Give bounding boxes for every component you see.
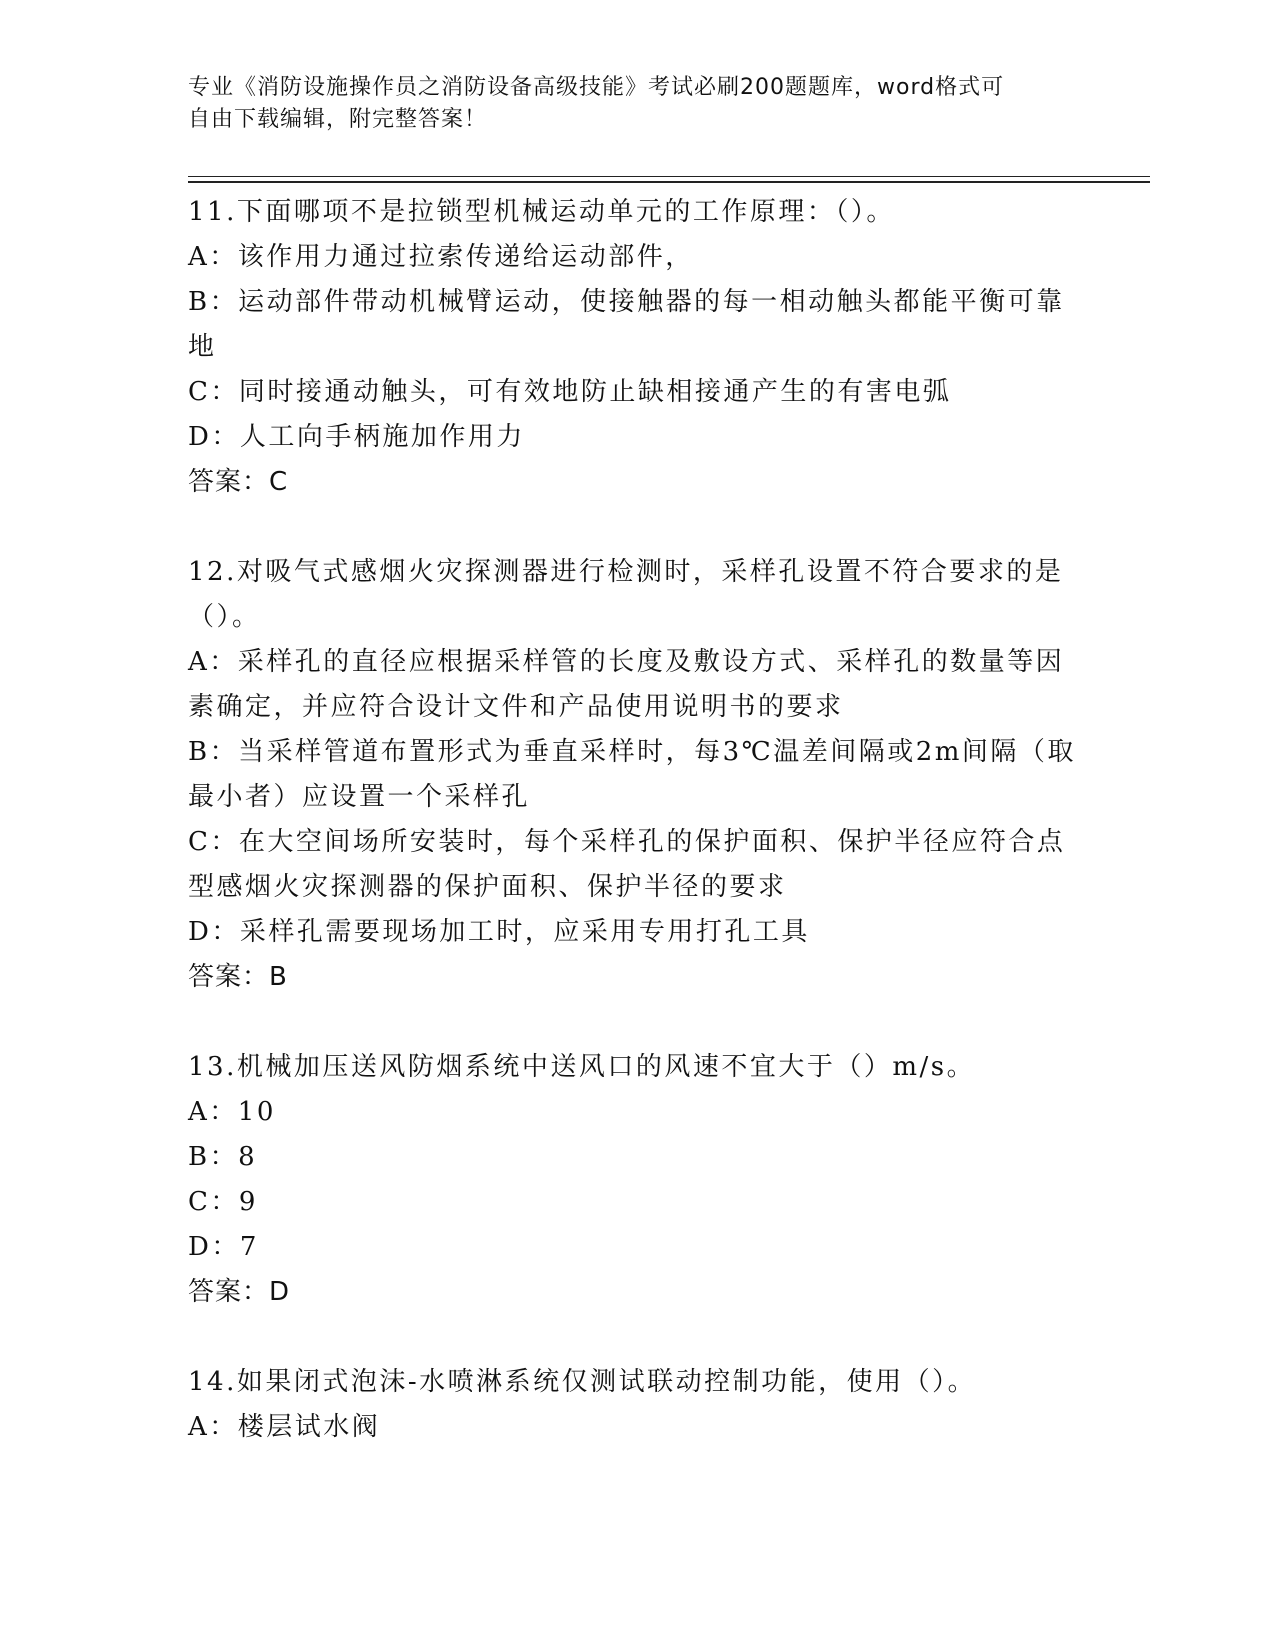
question-stem-continued: （）。: [188, 602, 261, 632]
option-a-continued: 素确定，并应符合设计文件和产品使用说明书的要求: [188, 692, 844, 722]
header-line-2: 自由下载编辑，附完整答案！: [188, 107, 488, 132]
option-b: B：当采样管道布置形式为垂直采样时，每3℃温差间隔或2m间隔（取: [188, 737, 1076, 767]
question-14: [188, 1360, 1088, 1450]
header-divider-thick: [188, 181, 1150, 183]
header-divider-thin: [188, 176, 1150, 177]
question-list: [188, 190, 1088, 1450]
spacer: [188, 1315, 1088, 1360]
option-a: A：该作用力通过拉索传递给运动部件，: [188, 242, 694, 272]
option-b-continued: 地: [188, 332, 217, 362]
question-stem: 13.机械加压送风防烟系统中送风口的风速不宜大于（）m/s。: [188, 1052, 976, 1082]
option-a: A：楼层试水阀: [188, 1412, 381, 1442]
option-d: D：采样孔需要现场加工时，应采用专用打孔工具: [188, 917, 810, 947]
option-b-continued: 最小者）应设置一个采样孔: [188, 782, 531, 812]
option-b: B：运动部件带动机械臂运动，使接触器的每一相动触头都能平衡可靠: [188, 287, 1065, 317]
question-11: [188, 190, 1088, 505]
option-d: D：人工向手柄施加作用力: [188, 422, 525, 452]
spacer: [188, 505, 1088, 550]
option-c: C：同时接通动触头，可有效地防止缺相接通产生的有害电弧: [188, 377, 952, 407]
document-header: [188, 72, 1068, 136]
question-stem: 14.如果闭式泡沫-水喷淋系统仅测试联动控制功能，使用（）。: [188, 1367, 977, 1397]
answer-label: 答案：B: [188, 962, 288, 992]
option-a: A：采样孔的直径应根据采样管的长度及敷设方式、采样孔的数量等因: [188, 647, 1065, 677]
header-line-1: 专业《消防设施操作员之消防设备高级技能》考试必刷200题题库，word格式可: [188, 75, 1005, 100]
answer-label: 答案：D: [188, 1277, 291, 1307]
option-a: A：10: [188, 1097, 276, 1127]
answer-label: 答案：C: [188, 467, 289, 497]
spacer: [188, 1000, 1088, 1045]
option-c: C：在大空间场所安装时，每个采样孔的保护面积、保护半径应符合点: [188, 827, 1066, 857]
question-13: [188, 1045, 1088, 1315]
question-stem: 12.对吸气式感烟火灾探测器进行检测时，采样孔设置不符合要求的是: [188, 557, 1064, 587]
option-c: C：9: [188, 1187, 258, 1217]
question-stem: 11.下面哪项不是拉锁型机械运动单元的工作原理：（）。: [188, 197, 895, 227]
option-d: D：7: [188, 1232, 259, 1262]
question-12: [188, 550, 1088, 1000]
option-b: B：8: [188, 1142, 258, 1172]
option-c-continued: 型感烟火灾探测器的保护面积、保护半径的要求: [188, 872, 787, 902]
